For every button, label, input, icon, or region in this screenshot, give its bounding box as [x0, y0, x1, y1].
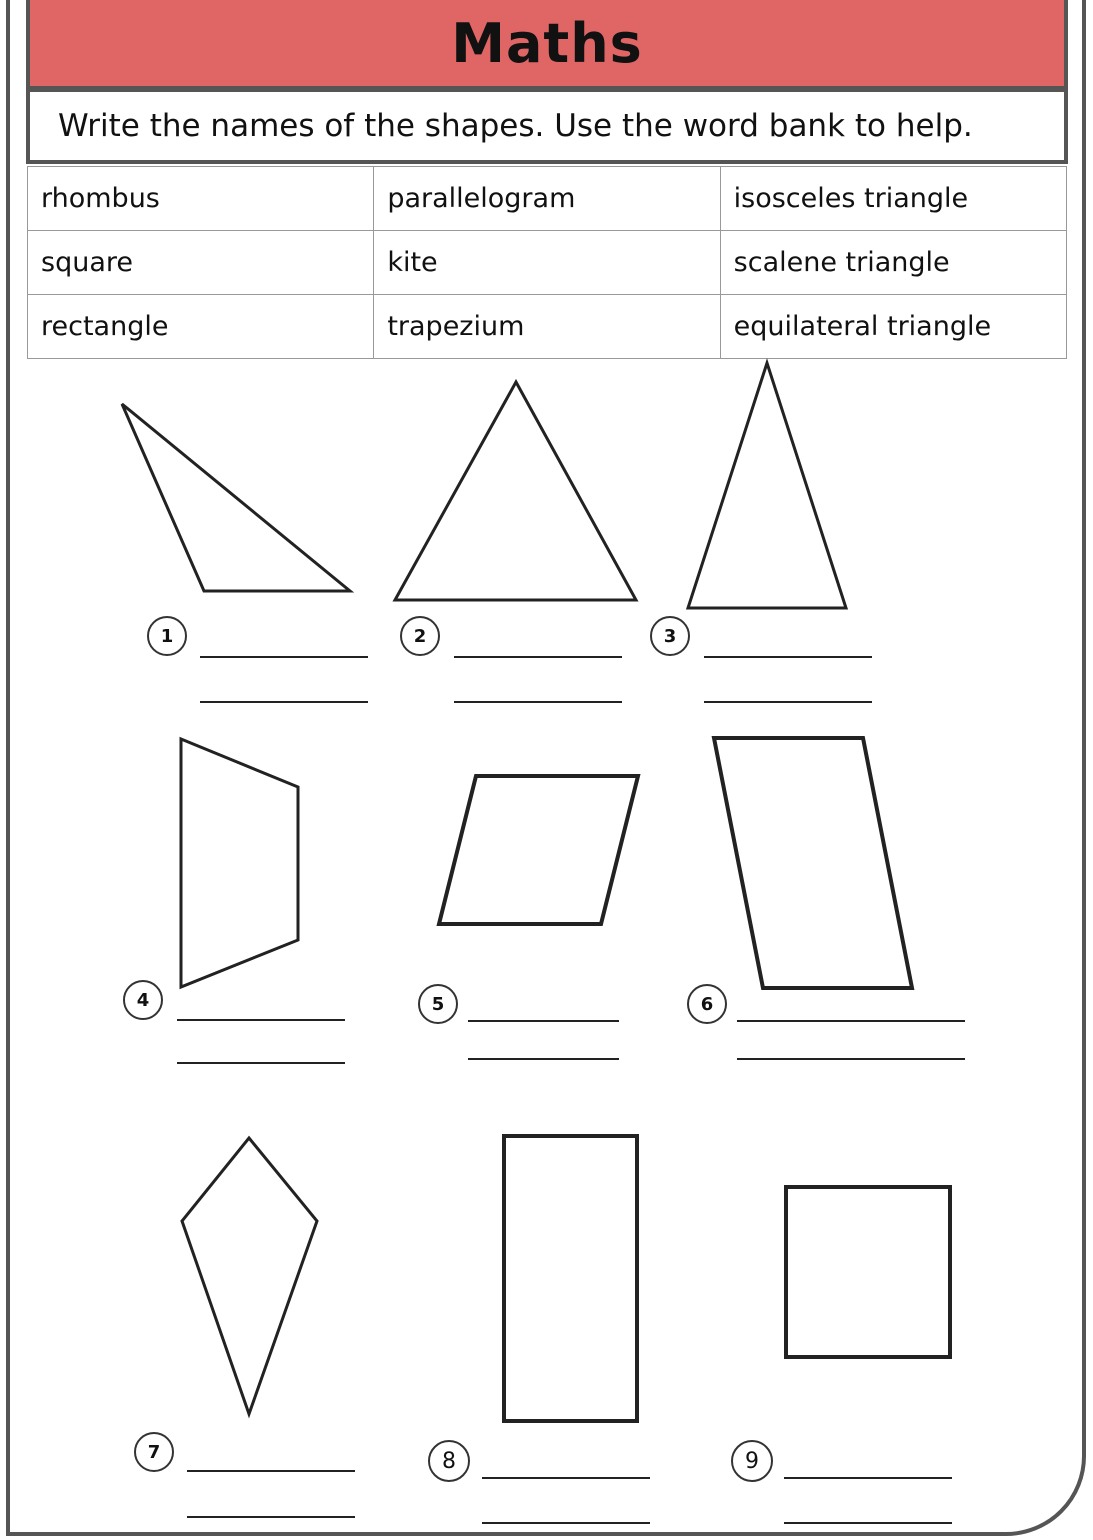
answer-line-9a[interactable] — [784, 1477, 952, 1479]
instruction-text: Write the names of the shapes. Use the word bank to help. — [58, 108, 973, 144]
word-bank-cell: parallelogram — [374, 167, 720, 231]
answer-line-1b[interactable] — [200, 701, 368, 703]
shape-9-square — [786, 1187, 950, 1357]
word-bank-cell: rhombus — [28, 167, 374, 231]
answer-line-5a[interactable] — [468, 1020, 619, 1022]
answer-line-8a[interactable] — [482, 1477, 650, 1479]
question-number-4: 4 — [123, 980, 163, 1020]
answer-line-8b[interactable] — [482, 1522, 650, 1524]
answer-line-4a[interactable] — [177, 1019, 345, 1021]
shape-2-equilateral-triangle — [395, 382, 636, 600]
answer-line-7b[interactable] — [187, 1516, 355, 1518]
word-bank-cell: isosceles triangle — [720, 167, 1066, 231]
word-bank-cell: trapezium — [374, 295, 720, 359]
answer-line-5b[interactable] — [468, 1058, 619, 1060]
shape-7-kite — [182, 1138, 317, 1414]
page-title: Maths — [451, 11, 643, 75]
answer-line-3b[interactable] — [704, 701, 872, 703]
shape-6-parallelogram — [714, 738, 912, 988]
answer-line-1a[interactable] — [200, 656, 368, 658]
answer-line-4b[interactable] — [177, 1062, 345, 1064]
word-bank-cell: kite — [374, 231, 720, 295]
answer-line-6b[interactable] — [737, 1058, 965, 1060]
answer-line-9b[interactable] — [784, 1522, 952, 1524]
answer-line-3a[interactable] — [704, 656, 872, 658]
shape-1-scalene-triangle — [122, 404, 350, 591]
answer-line-2b[interactable] — [454, 701, 622, 703]
word-bank-cell: square — [28, 231, 374, 295]
word-bank-cell: scalene triangle — [720, 231, 1066, 295]
question-number-3: 3 — [650, 616, 690, 656]
answer-line-7a[interactable] — [187, 1470, 355, 1472]
question-number-8: 8 — [428, 1440, 470, 1482]
shape-8-rectangle — [504, 1136, 637, 1421]
shape-3-isosceles-triangle — [688, 363, 846, 608]
shape-4-trapezium — [181, 739, 298, 987]
answer-line-2a[interactable] — [454, 656, 622, 658]
word-bank-cell: equilateral triangle — [720, 295, 1066, 359]
question-number-5: 5 — [418, 984, 458, 1024]
word-bank-cell: rectangle — [28, 295, 374, 359]
question-number-2: 2 — [400, 616, 440, 656]
shape-5-rhombus — [439, 776, 638, 924]
question-number-6: 6 — [687, 984, 727, 1024]
question-number-9: 9 — [731, 1440, 773, 1482]
answer-line-6a[interactable] — [737, 1020, 965, 1022]
question-number-1: 1 — [147, 616, 187, 656]
question-number-7: 7 — [134, 1432, 174, 1472]
